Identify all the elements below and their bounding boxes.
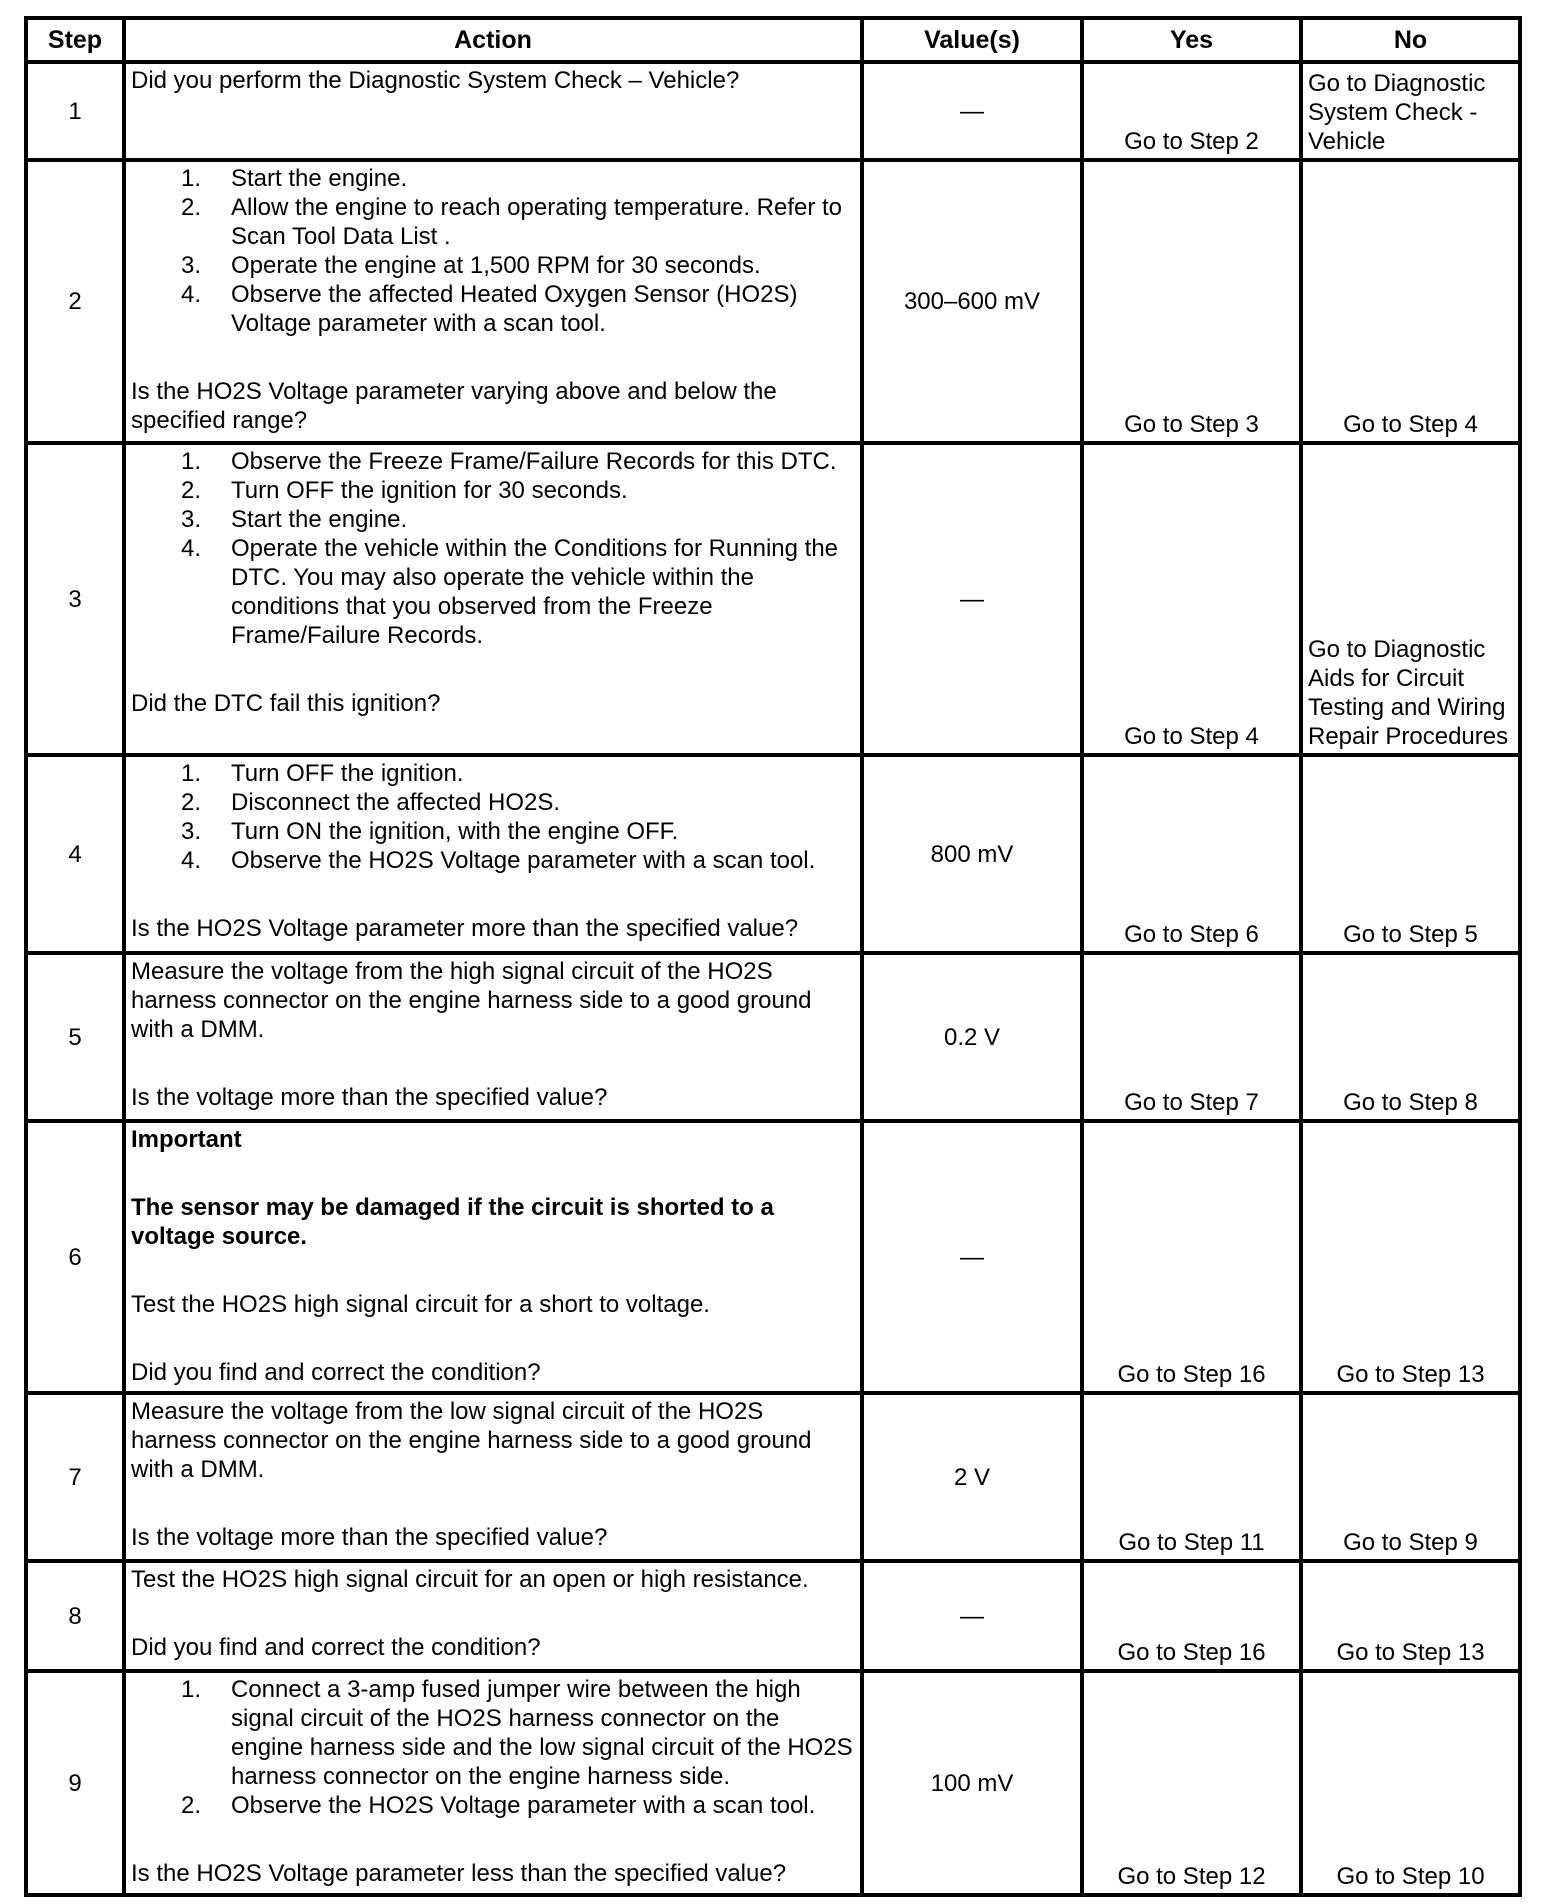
action-step: 2. Observe the HO2S Voltage parameter with a scan tool. (181, 1792, 816, 1819)
header-step: Step (26, 18, 124, 62)
table-row-step-2 (26, 160, 1520, 443)
no-cell: Go to Step 13 (1301, 1121, 1520, 1393)
action-question: Is the HO2S Voltage parameter more than the specified value? (131, 915, 799, 942)
no-cell: Go to Diagnostic Aids for Circuit Testing and Wiring Repair Procedures (1301, 443, 1520, 755)
action-step: 1. Connect a 3-amp fused jumper wire between the high signal circuit of the HO2S harness connector on the engine harness side and the low signal circuit of the HO2S harness connector on the engine harness side. (181, 1676, 853, 1790)
action-question: Did you find and correct the condition? (131, 1634, 541, 1661)
header-no: No (1301, 18, 1520, 62)
value-cell: — (862, 443, 1082, 755)
step-number: 9 (26, 1671, 124, 1895)
step-number: 4 (26, 755, 124, 953)
header-values: Value(s) (862, 18, 1082, 62)
action-cell (124, 755, 862, 953)
action-cell (124, 62, 862, 160)
action-question: Is the voltage more than the specified value? (131, 1524, 608, 1551)
action-step: 1. Observe the Freeze Frame/Failure Records for this DTC. (181, 448, 837, 475)
action-cell (124, 953, 862, 1121)
value-cell: 2 V (862, 1393, 1082, 1561)
value-cell: 100 mV (862, 1671, 1082, 1895)
yes-cell: Go to Step 6 (1082, 755, 1301, 953)
action-question: Is the HO2S Voltage parameter less than the specified value? (131, 1860, 787, 1887)
no-cell: Go to Step 4 (1301, 160, 1520, 443)
table-row-step-7 (26, 1393, 1520, 1561)
table-row-step-6 (26, 1121, 1520, 1393)
no-cell: Go to Step 5 (1301, 755, 1520, 953)
no-cell: Go to Step 10 (1301, 1671, 1520, 1895)
important-text: The sensor may be damaged if the circuit is shorted to a voltage source. (131, 1194, 774, 1250)
step-number: 6 (26, 1121, 124, 1393)
no-cell: Go to Step 9 (1301, 1393, 1520, 1561)
action-step: 2. Allow the engine to reach operating temperature. Refer to Scan Tool Data List . (181, 194, 843, 250)
action-step: 1. Turn OFF the ignition. (181, 760, 464, 787)
yes-cell: Go to Step 3 (1082, 160, 1301, 443)
header-row (26, 18, 1520, 62)
step-number: 1 (26, 62, 124, 160)
action-text: Measure the voltage from the low signal circuit of the HO2S harness connector on the engine harness side to a good ground with a DMM. (131, 1398, 812, 1483)
header-yes: Yes (1082, 18, 1301, 62)
table-row-step-9 (26, 1671, 1520, 1895)
action-steps-list (131, 759, 855, 875)
action-text: Did you perform the Diagnostic System Check – Vehicle? (131, 67, 740, 94)
action-step: 4. Operate the vehicle within the Conditions for Running the DTC. You may also operate the vehicle within the conditions that you observed from the Freeze Frame/Failure Records. (181, 535, 839, 649)
action-step: 3. Operate the engine at 1,500 RPM for 30 seconds. (181, 252, 761, 279)
step-number: 3 (26, 443, 124, 755)
action-cell (124, 1121, 862, 1393)
table-row-step-3 (26, 443, 1520, 755)
important-title: Important (131, 1126, 242, 1153)
action-step: 2. Disconnect the affected HO2S. (181, 789, 561, 816)
yes-cell: Go to Step 7 (1082, 953, 1301, 1121)
step-number: 5 (26, 953, 124, 1121)
action-question: Did you find and correct the condition? (131, 1359, 541, 1386)
header-action: Action (124, 18, 862, 62)
yes-cell: Go to Step 12 (1082, 1671, 1301, 1895)
action-text: Test the HO2S high signal circuit for a short to voltage. (131, 1291, 710, 1318)
action-cell (124, 160, 862, 443)
diagnostic-table (24, 16, 1522, 1897)
action-text: Measure the voltage from the high signal circuit of the HO2S harness connector on the engine harness side to a good ground with a DMM. (131, 958, 812, 1043)
yes-cell: Go to Step 4 (1082, 443, 1301, 755)
no-cell: Go to Diagnostic System Check - Vehicle (1301, 62, 1520, 160)
action-question: Did the DTC fail this ignition? (131, 690, 441, 717)
action-question: Is the voltage more than the specified value? (131, 1084, 608, 1111)
action-step: 2. Turn OFF the ignition for 30 seconds. (181, 477, 628, 504)
yes-cell: Go to Step 11 (1082, 1393, 1301, 1561)
action-question: Is the HO2S Voltage parameter varying above and below the specified range? (131, 378, 777, 434)
table-row-step-1 (26, 62, 1520, 160)
action-cell (124, 443, 862, 755)
value-cell: 300–600 mV (862, 160, 1082, 443)
action-step: 3. Start the engine. (181, 506, 408, 533)
no-cell: Go to Step 13 (1301, 1561, 1520, 1671)
yes-cell: Go to Step 16 (1082, 1121, 1301, 1393)
step-number: 8 (26, 1561, 124, 1671)
step-number: 2 (26, 160, 124, 443)
value-cell: — (862, 1561, 1082, 1671)
value-cell: 0.2 V (862, 953, 1082, 1121)
yes-cell: Go to Step 2 (1082, 62, 1301, 160)
step-number: 7 (26, 1393, 124, 1561)
action-text: Test the HO2S high signal circuit for an open or high resistance. (131, 1566, 809, 1593)
action-steps-list (131, 447, 855, 650)
no-cell: Go to Step 8 (1301, 953, 1520, 1121)
yes-cell: Go to Step 16 (1082, 1561, 1301, 1671)
action-cell (124, 1561, 862, 1671)
action-step: 4. Observe the affected Heated Oxygen Sensor (HO2S) Voltage parameter with a scan tool. (181, 281, 798, 337)
value-cell: — (862, 62, 1082, 160)
table-row-step-8 (26, 1561, 1520, 1671)
action-steps-list (131, 1675, 855, 1820)
table-row-step-5 (26, 953, 1520, 1121)
value-cell: 800 mV (862, 755, 1082, 953)
action-cell (124, 1671, 862, 1895)
table-row-step-4 (26, 755, 1520, 953)
value-cell: — (862, 1121, 1082, 1393)
action-step: 4. Observe the HO2S Voltage parameter with a scan tool. (181, 847, 816, 874)
action-step: 3. Turn ON the ignition, with the engine OFF. (181, 818, 679, 845)
action-steps-list (131, 164, 855, 338)
action-cell (124, 1393, 862, 1561)
action-step: 1. Start the engine. (181, 165, 408, 192)
